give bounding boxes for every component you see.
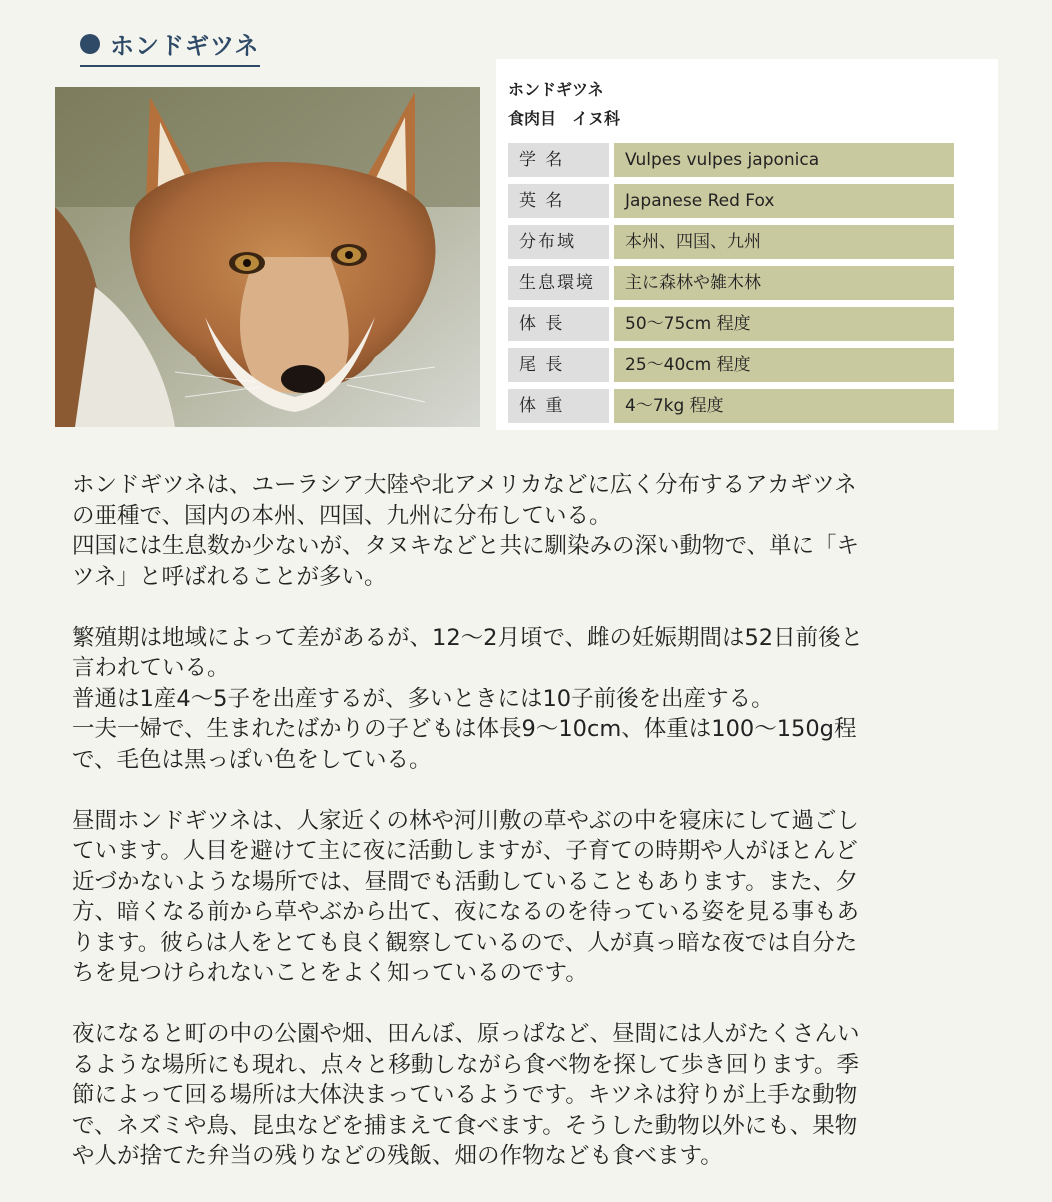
text-line: ホンドギツネは、ユーラシア大陸や北アメリカなどに広く分布するアカギツネ (72, 472, 857, 498)
info-value: 50〜75cm 程度 (614, 307, 954, 341)
text-line: 夜になると町の中の公園や畑、田んぼ、原っぱなど、昼間には人がたくさんい (72, 1021, 860, 1047)
text-line: 普通は1産4〜5子を出産するが、多いときには10子前後を出産する。 (72, 685, 774, 712)
species-info-card (496, 59, 998, 430)
text-line: 昼間ホンドギツネは、人家近くの林や河川敷の草やぶの中を寝床にして過ごし (72, 807, 860, 834)
info-label: 分布域 (508, 225, 609, 259)
text-line: 節によって回る場所は大体決まっているようです。キツネは狩りが上手な動物 (72, 1082, 858, 1108)
info-label: 体 重 (508, 389, 609, 423)
text-line: で、ネズミや鳥、昆虫などを捕まえて食べます。そうした動物以外にも、果物 (72, 1112, 858, 1139)
page-title-text: ホンドギツネ (110, 32, 260, 60)
text-line: ツネ」と呼ばれることが多い。 (72, 563, 387, 590)
info-row-english-name (508, 184, 954, 218)
paragraph-night (72, 1019, 972, 1172)
info-row-body-length (508, 307, 954, 341)
text-line: 言われている。 (72, 655, 230, 681)
text-line: 近づかないような場所では、昼間でも活動していることもあります。また、夕 (72, 868, 858, 895)
bullet-icon (80, 34, 100, 54)
info-row-distribution (508, 225, 954, 259)
text-line: や人が捨てた弁当の残りなどの残飯、畑の作物なども食べます。 (72, 1143, 723, 1169)
text-line: 方、暗くなる前から草やぶから出て、夜になるのを待っている姿を見る事もあ (72, 899, 860, 925)
text-line: 四国には生息数か少ないが、タヌキなどと共に馴染みの深い動物で、単に「キ (72, 533, 860, 559)
text-line: ちを見つけられないことをよく知っているのです。 (72, 960, 588, 986)
fox-illustration (55, 87, 480, 427)
text-line: 繁殖期は地域によって差があるが、12〜2月頃で、雌の妊娠期間は52日前後と (72, 624, 864, 651)
fox-photo (55, 87, 480, 427)
info-value: Japanese Red Fox (614, 184, 954, 218)
info-value: 主に森林や雑木林 (614, 266, 954, 300)
info-row-scientific-name (508, 143, 954, 177)
info-label: 尾 長 (508, 348, 609, 382)
species-order: 食肉目 イヌ科 (508, 109, 621, 128)
article-body (72, 470, 972, 1202)
text-line: の亜種で、国内の本州、四国、九州に分布している。 (72, 502, 612, 529)
info-value: Vulpes vulpes japonica (614, 143, 954, 177)
text-line: で、毛色は黒っぽい色をしている。 (72, 746, 432, 773)
species-name: ホンドギツネ (508, 80, 604, 99)
text-line: るような場所にも現れ、点々と移動しながら食べ物を探して歩き回ります。季 (72, 1051, 860, 1078)
paragraph-distribution (72, 470, 972, 592)
text-line: ています。人目を避けて主に夜に活動しますが、子育ての時期や人がほとんど (72, 838, 858, 864)
info-label: 生息環境 (508, 266, 609, 300)
text-line: ります。彼らは人をとても良く観察しているので、人が真っ暗な夜では自分た (72, 929, 858, 956)
info-row-tail-length (508, 348, 954, 382)
text-line: 一夫一婦で、生まれたばかりの子どもは体長9〜10cm、体重は100〜150g程 (72, 716, 857, 742)
info-value: 本州、四国、九州 (614, 225, 954, 259)
info-row-habitat (508, 266, 954, 300)
info-row-weight (508, 389, 954, 423)
info-label: 英 名 (508, 184, 609, 218)
paragraph-daytime (72, 806, 972, 989)
info-label: 体 長 (508, 307, 609, 341)
paragraph-breeding (72, 623, 972, 776)
info-value: 25〜40cm 程度 (614, 348, 954, 382)
info-label: 学 名 (508, 143, 609, 177)
page-title (80, 26, 260, 67)
info-value: 4〜7kg 程度 (614, 389, 954, 423)
